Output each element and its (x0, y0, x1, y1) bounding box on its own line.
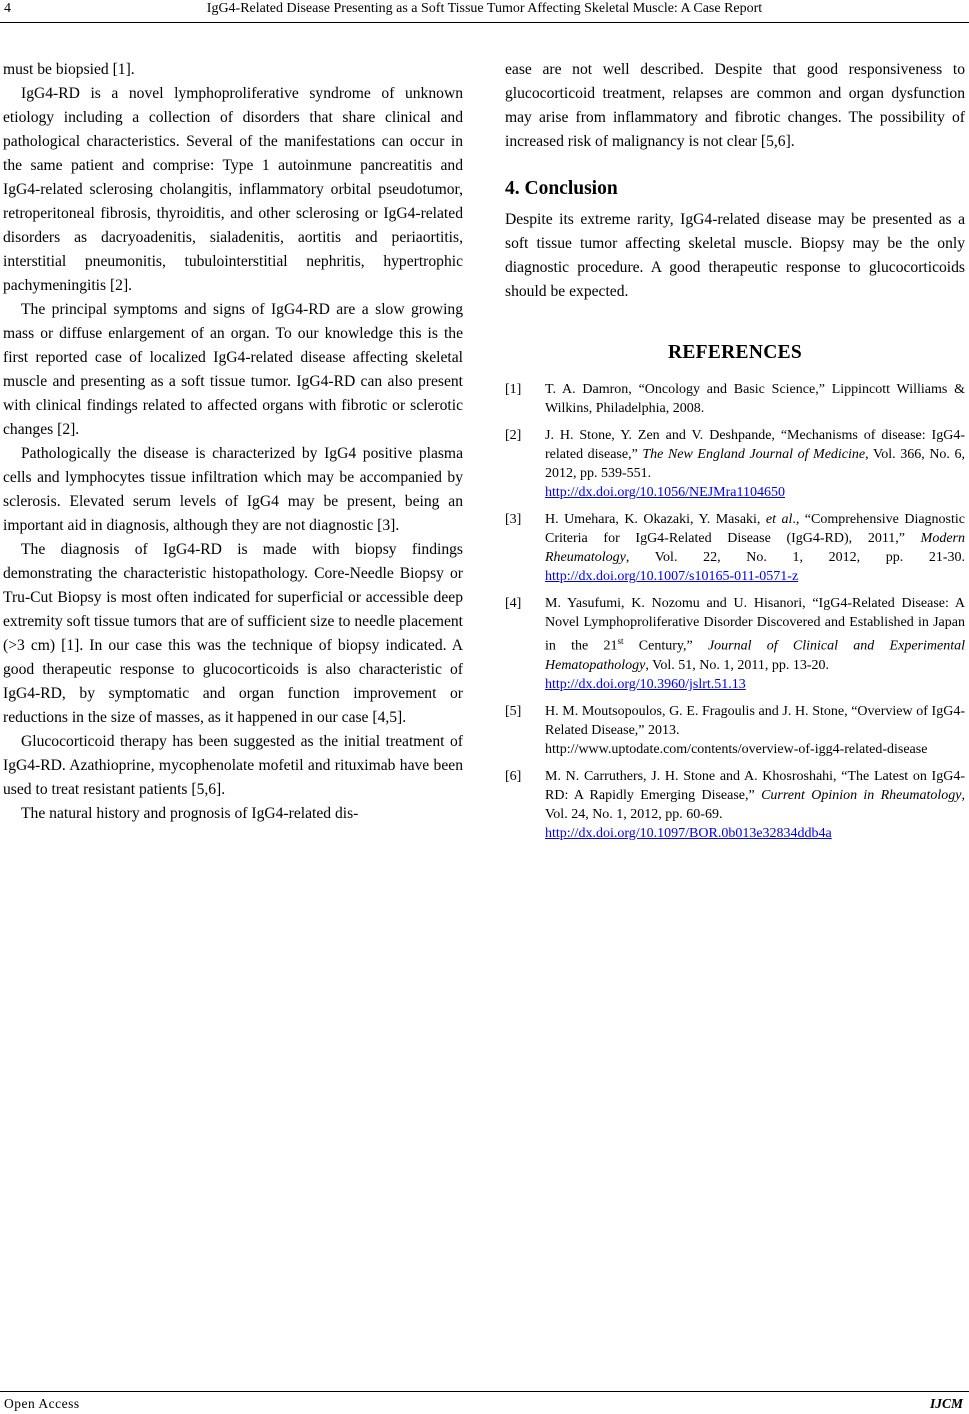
journal-name: Modern Rheumatology (545, 531, 965, 565)
journal-abbreviation: IJCM (929, 1396, 963, 1411)
et-al: et al (765, 512, 793, 527)
conclusion-heading: 4. Conclusion (505, 178, 618, 199)
references-title: REFERENCES (667, 342, 803, 363)
reference-item (505, 702, 965, 759)
open-access-label: Open Access (4, 1396, 80, 1411)
doi-link[interactable]: http://dx.doi.org/10.1097/BOR.0b013e32834ddb4a (545, 825, 832, 841)
body-paragraph: IgG4-RD is a novel lymphoproliferative syndrome of unknown etiology including a collection of disorders that share clinical and pathological characteristics. Several of the manifestations can occur in the same patient and comprise: Type 1 autoinmune pancreatitis and IgG4-related sclerosing cholangitis, inflammatory orbital pseudotumor, retroperitoneal fibrosis, thyroiditis, and other sclerosing or IgG4-related disorders as dacryoadenitis, sialadenitis, aortitis and periaortitis, interstitial pneumonitis, tubulointerstitial nephritis, hypertrophic pachymeningitis [2]. (3, 85, 463, 294)
doi-link[interactable]: http://dx.doi.org/10.1056/NEJMra1104650 (545, 485, 785, 500)
reference-number: [2] (505, 428, 522, 443)
reference-text: , Vol. 366, No. 6, 2012, pp. 539-551. (545, 447, 966, 481)
reference-text: ., “Comprehensive Diagnostic Criteria for IgG4-Related Disease (IgG4-RD), 2011,” (545, 512, 965, 546)
running-title: IgG4-Related Disease Presenting as a Soft Tissue Tumor Affecting Skeletal Muscle: A Case Report (206, 1, 763, 16)
reference-text: M. Yasufumi, K. Nozomu and U. Hisanori, “IgG4-Related Disease: A Novel Lymphoproliferative Disorder Discovered and Established in Japan in the 21 (545, 596, 965, 654)
journal-name: The New England Journal of Medicine (642, 447, 866, 462)
reference-number: [3] (505, 512, 522, 527)
page-header (0, 0, 969, 23)
left-column (3, 58, 463, 826)
reference-item (505, 510, 965, 586)
doi-link[interactable]: http://dx.doi.org/10.1007/s10165-011-0571-z (545, 569, 799, 584)
reference-text: H. M. Moutsopoulos, G. E. Fragoulis and J. H. Stone, “Overview of IgG4-Related Disease,” 2013. (545, 703, 965, 738)
body-paragraph: must be biopsied [1]. (3, 61, 135, 78)
page-number: 4 (4, 1, 11, 16)
body-paragraph: The diagnosis of IgG4-RD is made with biopsy findings demonstrating the characteristic histopathology. Core-Needle Biopsy or Tru-Cut Biopsy is most often indicated for superficial or accessible deep extremity soft tissue tumors that are of sufficient size to needle placement (>3 cm) [1]. In our case this was the technique of biopsy indicated. A good therapeutic response to glucocorticoids is also characteristic of IgG4-RD, by symptomatic and organ function improvement or reductions in the size of masses, as it happened in our case [4,5]. (3, 541, 464, 726)
doi-link[interactable]: http://dx.doi.org/10.3960/jslrt.51.13 (545, 676, 746, 692)
page-footer (0, 1391, 969, 1412)
reference-text: , Vol. 51, No. 1, 2011, pp. 13-20. (645, 657, 830, 673)
body-paragraph: ease are not well described. Despite that good responsiveness to glucocorticoid treatment, relapses are common and organ dysfunction may arise from inflammatory and fibrotic changes. The possibility of increased risk of malignancy is not clear [5,6]. (505, 61, 965, 150)
journal-name: Current Opinion in Rheumatology (761, 787, 962, 803)
reference-number: [1] (505, 382, 522, 397)
body-paragraph: The principal symptoms and signs of IgG4-RD are a slow growing mass or diffuse enlargement of an organ. To our knowledge this is the first reported case of localized IgG4-related disease affecting skeletal muscle and presenting as a soft tissue tumor. IgG4-RD can also present with clinical findings related to affected organs with fibrotic or sclerotic changes [2]. (3, 301, 463, 438)
reference-number: [5] (505, 703, 522, 719)
reference-text: J. H. Stone, Y. Zen and V. Deshpande, “Mechanisms of disease: IgG4-related disease,” (545, 428, 965, 462)
reference-text: M. N. Carruthers, J. H. Stone and A. Khosroshahi, “The Latest on IgG4-RD: A Rapidly Emerging Disease,” (545, 768, 965, 803)
body-paragraph: Pathologically the disease is characterized by IgG4 positive plasma cells and lymphocytes tissue infiltration which may be accompanied by sclerosis. Elevated serum levels of IgG4 may be present, being an important aid in diagnosis, although they are not diagnostic [3]. (3, 445, 463, 534)
reference-item (505, 767, 965, 843)
reference-text: T. A. Damron, “Oncology and Basic Science,” Lippincott Williams & Wilkins, Philadelphia, 2008. (545, 382, 965, 416)
reference-item (505, 380, 965, 418)
reference-url: http://www.uptodate.com/contents/overview-of-igg4-related-disease (545, 741, 928, 757)
reference-text: Century,” (623, 638, 708, 654)
body-paragraph: The natural history and prognosis of IgG4-related dis- (21, 805, 359, 822)
reference-item (505, 426, 965, 502)
reference-text: H. Umehara, K. Okazaki, Y. Masaki, (545, 512, 766, 527)
body-paragraph: Glucocorticoid therapy has been suggested as the initial treatment of IgG4-RD. Azathioprine, mycophenolate mofetil and rituximab have been used to treat resistant patients [5,6]. (3, 733, 463, 798)
superscript: st (617, 636, 624, 646)
reference-number: [6] (505, 768, 522, 784)
journal-name: Journal of Clinical and Experimental Hematopathology (545, 638, 965, 673)
reference-number: [4] (505, 596, 522, 611)
conclusion-paragraph: Despite its extreme rarity, IgG4-related disease may be presented as a soft tissue tumor affecting skeletal muscle. Biopsy may be the only diagnostic procedure. A good therapeutic response to glucocorticoids should be expected. (505, 211, 965, 300)
reference-text: , Vol. 22, No. 1, 2012, pp. 21-30. (625, 550, 965, 565)
reference-text: , Vol. 24, No. 1, 2012, pp. 60-69. (545, 787, 965, 822)
reference-item (505, 594, 965, 694)
right-column (505, 58, 965, 851)
